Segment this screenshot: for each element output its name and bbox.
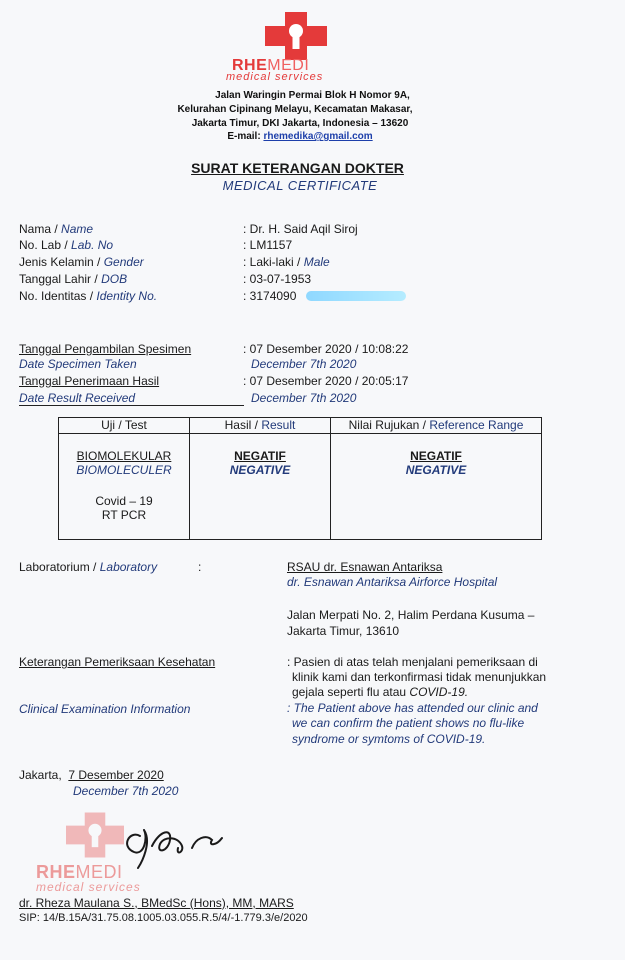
header-reference: Nilai Rujukan / Reference Range (331, 418, 542, 434)
exam-label: Keterangan Pemeriksaan Kesehatan (19, 655, 216, 669)
dob-label: Tanggal Lahir / DOB (19, 272, 128, 286)
laboratory-label: Laboratorium / Laboratory (19, 560, 158, 574)
header-result: Hasil / Result (190, 418, 331, 434)
result-received-value: : 07 Desember 2020 / 20:05:17 (243, 374, 409, 388)
doctor-sip: SIP: 14/B.15A/31.75.08.1005.03.055.R.5/4/-1.779.3/e/2020 (19, 912, 308, 924)
signature-date-en: December 7th 2020 (73, 784, 179, 798)
patient-name-label: Nama / Name (19, 222, 94, 236)
clinic-address-line2: Kelurahan Cipinang Melayu, Kecamatan Makasar, (177, 104, 413, 115)
laboratory-address-2: Jakarta Timur, 13610 (287, 624, 400, 638)
result-cell (190, 434, 331, 540)
redaction-mark (306, 291, 406, 301)
doctor-name: dr. Rheza Maulana S., BMedSc (Hons), MM, MARS (19, 896, 294, 910)
specimen-taken-label-en: Date Specimen Taken (19, 357, 137, 371)
email-label: E-mail: (227, 131, 261, 142)
table-row (59, 434, 542, 540)
divider-line (19, 405, 244, 406)
clinic-address-line3: Jakarta Timur, DKI Jakarta, Indonesia – 13620 (191, 118, 409, 129)
identity-label: No. Identitas / Identity No. (19, 289, 158, 303)
test-cell (59, 434, 190, 540)
dob-value: : 03-07-1953 (243, 272, 312, 286)
reference-id: NEGATIF (410, 449, 462, 463)
exam-text-id-3: gejala seperti flu atau COVID-19. (292, 685, 469, 699)
stamp-subtitle: medical services (36, 880, 141, 894)
clinic-email (0, 131, 600, 142)
header-test: Uji / Test (59, 418, 190, 434)
email-link[interactable]: rhemedika@gmail.com (263, 131, 373, 142)
clinic-address-line1: Jalan Waringin Permai Blok H Nomor 9A, (215, 90, 410, 101)
reference-en: NEGATIVE (405, 463, 467, 477)
laboratory-name-en: dr. Esnawan Antariksa Airforce Hospital (287, 575, 498, 589)
stamp-text-bold: RHE (36, 862, 76, 882)
red-cross-logo-icon (265, 12, 327, 60)
identity-value: : 3174090 (243, 289, 297, 303)
test-en: BIOMOLECULER (76, 463, 172, 477)
test-name-2: RT PCR (101, 508, 147, 522)
gender-label: Jenis Kelamin / Gender (19, 255, 144, 269)
certificate-title: SURAT KETERANGAN DOKTER (191, 160, 404, 176)
test-id: BIOMOLEKULAR (76, 449, 172, 463)
exam-text-en-2: we can confirm the patient shows no flu-like (292, 716, 525, 730)
result-received-label-en: Date Result Received (19, 391, 136, 405)
result-en: NEGATIVE (229, 463, 291, 477)
result-received-value-en: December 7th 2020 (251, 391, 357, 405)
table-header-row (59, 418, 542, 434)
laboratory-colon: : (198, 560, 202, 574)
lab-no-value: : LM1157 (243, 238, 293, 252)
test-name-1: Covid – 19 (95, 494, 153, 508)
certificate-title-en: MEDICAL CERTIFICATE (222, 178, 378, 193)
specimen-taken-value-en: December 7th 2020 (251, 357, 357, 371)
logo-text-bold: RHE (232, 57, 268, 74)
exam-text-id-2: klinik kami dan terkonfirmasi tidak menunjukkan (292, 670, 547, 684)
signature-date: Jakarta, 7 Desember 2020 (19, 768, 164, 782)
result-id: NEGATIF (234, 449, 286, 463)
results-table (58, 417, 542, 540)
exam-text-id-1: : Pasien di atas telah menjalani pemeriksaan di (287, 655, 538, 669)
result-received-label: Tanggal Penerimaan Hasil (19, 374, 160, 388)
specimen-taken-value: : 07 Desember 2020 / 10:08:22 (243, 342, 409, 356)
exam-text-en-1: : The Patient above has attended our clinic and (287, 701, 538, 715)
logo-text-light: MEDI (267, 57, 310, 74)
handwritten-signature (112, 816, 232, 871)
laboratory-address-1: Jalan Merpati No. 2, Halim Perdana Kusuma – (287, 608, 535, 622)
exam-text-en-3: syndrome or symtoms of COVID-19. (292, 732, 486, 746)
exam-label-en: Clinical Examination Information (19, 702, 191, 716)
stamp-text-light: MEDI (75, 862, 123, 882)
lab-no-label: No. Lab / Lab. No (19, 238, 114, 252)
reference-cell (331, 434, 542, 540)
logo-subtitle: medical services (226, 71, 324, 83)
gender-value: : Laki-laki / Male (243, 255, 330, 269)
patient-name-value: : Dr. H. Said Aqil Siroj (243, 222, 358, 236)
laboratory-name: RSAU dr. Esnawan Antariksa (287, 560, 443, 574)
specimen-taken-label: Tanggal Pengambilan Spesimen (19, 342, 192, 356)
